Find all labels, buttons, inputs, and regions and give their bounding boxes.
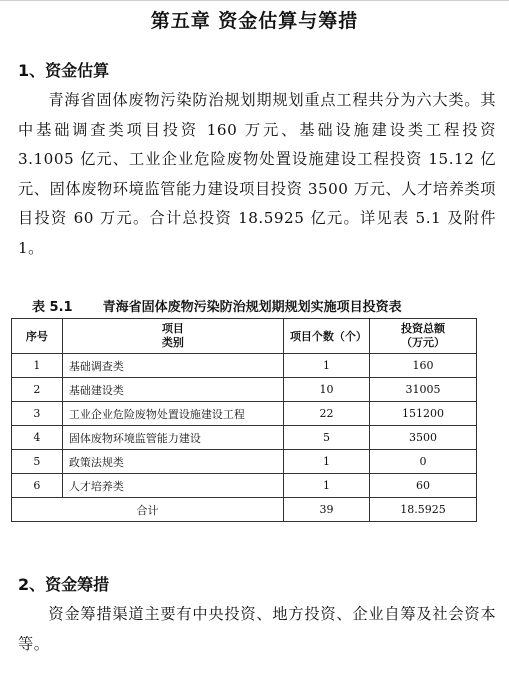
table-row [12,378,477,402]
table-row [12,402,477,426]
cell-category: 基础建设类 [62,378,283,402]
cell-category: 政策法规类 [62,450,283,474]
header-no: 序号 [12,319,63,354]
table-row [12,426,477,450]
header-count: 项目个数（个） [283,319,369,354]
table-row [12,354,477,378]
funding-raising-paragraph: 资金筹措渠道主要有中央投资、地方投资、企业自筹及社会资本等。 [18,605,496,653]
cell-total-amount: 18.5925 [370,498,477,522]
cell-total-count: 39 [283,498,369,522]
table-row [12,474,477,498]
table-total-row [12,498,477,522]
investment-table [11,318,477,522]
cell-count: 10 [283,378,369,402]
table-row [12,450,477,474]
table-header-row [12,319,477,354]
cell-total-label: 合计 [12,498,284,522]
header-item-category [62,319,283,354]
cell-category: 固体废物环境监管能力建设 [62,426,283,450]
table-caption-number: 表 5.1 [32,300,73,315]
cell-amount: 151200 [370,402,477,426]
funding-estimate-paragraph: 青海省固体废物污染防治规划期规划重点工程共分为六大类。其中基础调查类项目投资 160 万元、基础设施建设类工程投资 3.1005 亿元、工业企业危险废物处置设施建设工程投资 15.12 亿元、固体废物环境监管能力建设项目投资 3500 万元、人才培养类项目投资 60 万元。合计总投资 18.5925 亿元。详见表 5.1 及附件 1。 [18,91,496,257]
cell-no: 5 [12,450,63,474]
header-amount-line2: （万元） [401,336,446,349]
cell-category: 工业企业危险废物处置设施建设工程 [62,402,283,426]
header-item-line2: 类别 [161,336,184,349]
cell-amount: 60 [370,474,477,498]
cell-count: 5 [283,426,369,450]
header-amount [370,319,477,354]
cell-no: 4 [12,426,63,450]
top-rule [0,0,509,1]
header-amount-line1: 投资总额 [401,322,446,335]
cell-count: 1 [283,474,369,498]
cell-count: 22 [283,402,369,426]
cell-no: 6 [12,474,63,498]
section-heading-funding-estimate: 1、资金估算 [18,61,110,80]
cell-category: 基础调查类 [62,354,283,378]
cell-amount: 3500 [370,426,477,450]
cell-no: 2 [12,378,63,402]
cell-amount: 31005 [370,378,477,402]
section-heading-funding-raising: 2、资金筹措 [18,575,110,594]
chapter-title: 第五章 资金估算与筹措 [150,10,359,32]
cell-category: 人才培养类 [62,474,283,498]
table-caption [32,296,402,315]
table-caption-title: 青海省固体废物污染防治规划期规划实施项目投资表 [102,300,402,315]
cell-amount: 0 [370,450,477,474]
cell-amount: 160 [370,354,477,378]
cell-count: 1 [283,450,369,474]
cell-no: 1 [12,354,63,378]
cell-no: 3 [12,402,63,426]
header-item-line1: 项目 [161,322,184,335]
cell-count: 1 [283,354,369,378]
